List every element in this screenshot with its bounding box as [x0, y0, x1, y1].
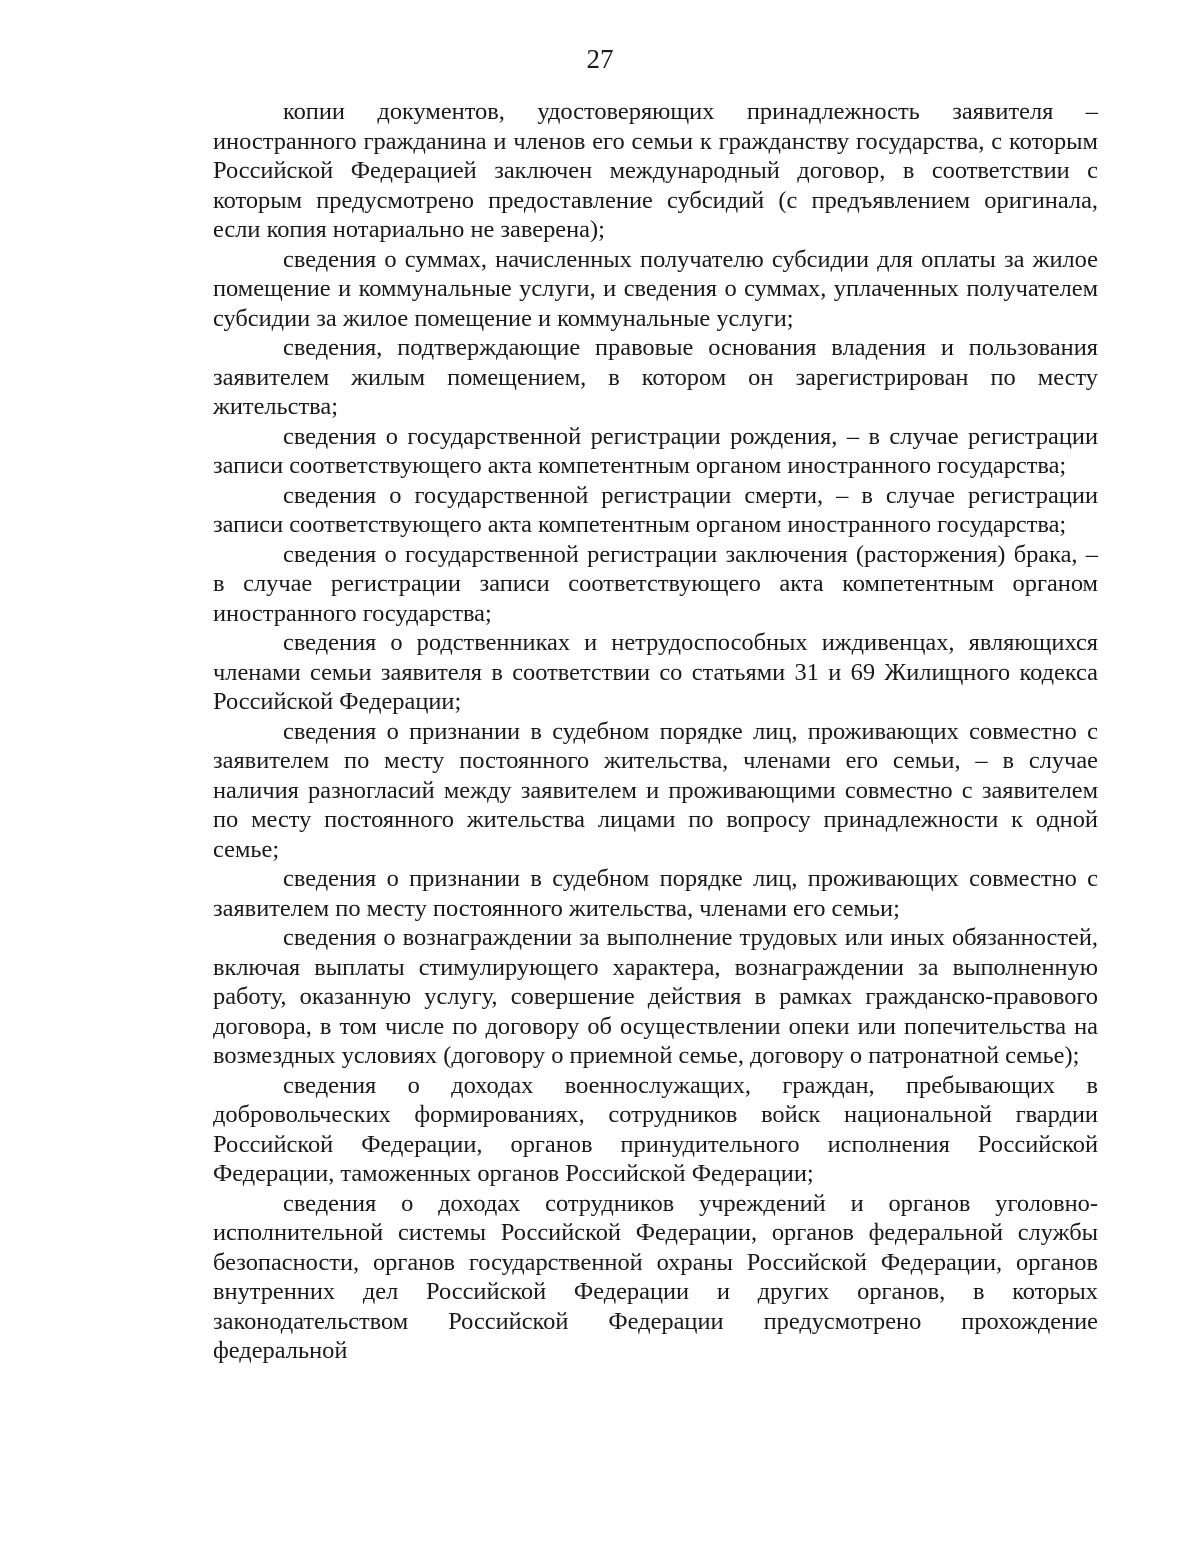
- paragraph-court-recognition-disputes: сведения о признании в судебном порядке лиц, проживающих совместно с заявителем по месту постоянного жительства, членами его семьи, – в случае наличия разногласий между заявителем и проживающими совместно с заявителем по месту постоянного жительства лицами по вопросу принадлежности к одной семье;: [213, 717, 1098, 863]
- page-number: 27: [586, 44, 614, 74]
- paragraph-military-income: сведения о доходах военнослужащих, граждан, пребывающих в добровольческих формированиях, сотрудников войск национальной гвардии Российской Федерации, органов принудительного исполнения Российской Федерации, таможенных органов Российской Федерации;: [213, 1071, 1098, 1187]
- paragraph-birth-registration: сведения о государственной регистрации рождения, – в случае регистрации записи соответствующего акта компетентным органом иностранного государства;: [213, 422, 1098, 479]
- paragraph-marriage-registration: сведения о государственной регистрации заключения (расторжения) брака, – в случае регистрации записи соответствующего акта компетентным органом иностранного государства;: [213, 540, 1098, 627]
- paragraph-court-recognition: сведения о признании в судебном порядке лиц, проживающих совместно с заявителем по месту постоянного жительства, членами его семьи;: [213, 865, 1098, 922]
- paragraph-remuneration: сведения о вознаграждении за выполнение трудовых или иных обязанностей, включая выплаты стимулирующего характера, вознаграждении за выполненную работу, оказанную услугу, совершение действия в рамках гражданско-правового договора, в том числе по договору об осуществлении опеки или попечительства на возмездных условиях (договору о приемной семье, договору о патронатной семье);: [213, 924, 1098, 1069]
- document-body: [213, 97, 1098, 1366]
- paragraph-relatives-dependents: сведения о родственниках и нетрудоспособных иждивенцах, являющихся членами семьи заявителя в соответствии со статьями 31 и 69 Жилищного кодекса Российской Федерации;: [213, 629, 1098, 715]
- paragraph-ownership-grounds: сведения, подтверждающие правовые основания владения и пользования заявителем жилым помещением, в котором он зарегистрирован по месту жительства;: [213, 334, 1098, 420]
- paragraph-document-copies: копии документов, удостоверяющих принадлежность заявителя – иностранного гражданина и членов его семьи к гражданству государства, с которым Российской Федерацией заключен международный договор, в соответствии с которым предусмотрено предоставление субсидий (с предъявлением оригинала, если копия нотариально не заверена);: [213, 98, 1098, 243]
- paragraph-charged-amounts: сведения о суммах, начисленных получателю субсидии для оплаты за жилое помещение и коммунальные услуги, и сведения о суммах, уплаченных получателем субсидии за жилое помещение и коммунальные услуги;: [213, 245, 1098, 332]
- paragraph-law-enforcement-income: сведения о доходах сотрудников учреждений и органов уголовно-исполнительной системы Российской Федерации, органов федеральной службы безопасности, органов государственной охраны Российской Федерации, органов внутренних дел Российской Федерации и других органов, в которых законодательством Российской Федерации предусмотрено прохождение федеральной: [213, 1189, 1098, 1364]
- paragraph-death-registration: сведения о государственной регистрации смерти, – в случае регистрации записи соответствующего акта компетентным органом иностранного государства;: [213, 481, 1098, 538]
